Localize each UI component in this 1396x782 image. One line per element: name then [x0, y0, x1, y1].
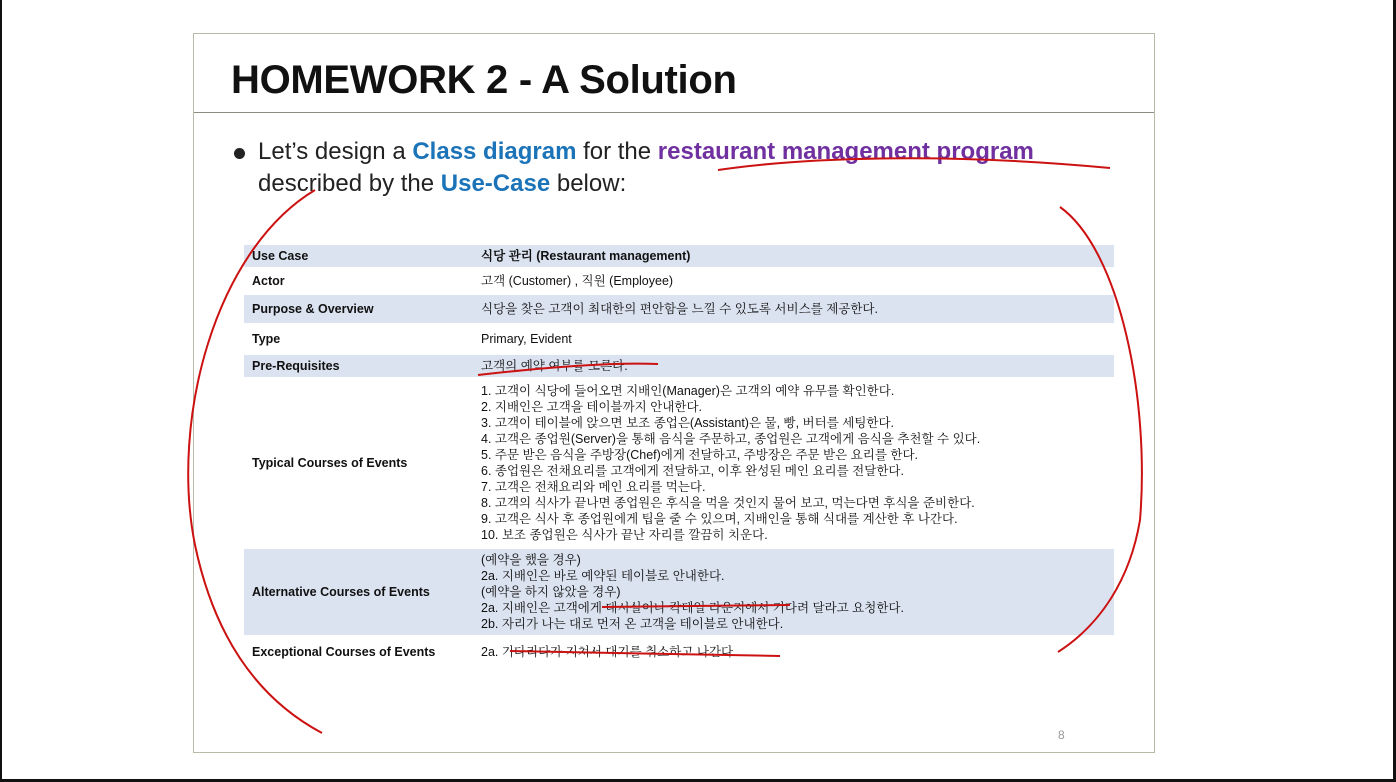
slide [193, 33, 1155, 753]
row-value: 2a. 기다리다가 지쳐서 대기를 취소하고 나간다. [481, 645, 737, 659]
list-item: 2b. 자리가 나는 대로 먼저 온 고객을 테이블로 안내한다. [481, 617, 784, 631]
bullet-part4: below: [550, 170, 627, 197]
typical-events-list [481, 383, 1106, 543]
row-value: 식당 관리 (Restaurant management) [473, 245, 1114, 267]
list-item: 2a. 지배인은 고객에게 대시실이나 칵테일 라운지에서 기다려 달라고 요청한다. [481, 601, 904, 615]
row-value: 식당을 찾은 고객이 최대한의 편안함을 느낄 수 있도록 서비스를 제공한다. [473, 295, 1114, 323]
list-item: 4. 고객은 종업원(Server)을 통해 음식을 주문하고, 종업원은 고객에게 음식을 추천할 수 있다. [481, 432, 981, 446]
title-divider [194, 112, 1154, 113]
row-value [473, 380, 1114, 546]
list-item: 8. 고객의 식사가 끝나면 종업원은 후식을 먹을 것인지 물어 보고, 먹는다면 후식을 준비한다. [481, 496, 975, 510]
page-number: 8 [1058, 728, 1065, 742]
list-item: 5. 주문 받은 음식을 주방장(Chef)에게 전달하고, 주방장은 주문 받은 요리를 한다. [481, 448, 919, 462]
bullet-part2: for the [576, 138, 658, 165]
row-value: 고객의 예약 여부를 모른다. [473, 355, 1114, 377]
list-item: 3. 고객이 테이블에 앉으면 보조 종업은(Assistant)은 물, 빵, 버터를 세팅한다. [481, 416, 895, 430]
use-case-table [244, 242, 1114, 669]
row-value: 고객 (Customer) , 직원 (Employee) [481, 274, 674, 288]
row-key: Use Case [244, 245, 473, 267]
row-key: Exceptional Courses of Events [252, 645, 436, 659]
row-key: Typical Courses of Events [252, 456, 408, 470]
table-row [244, 245, 1114, 267]
table-row [244, 270, 1114, 292]
bullet-part3: described by the [258, 170, 441, 197]
use-case-term: Use-Case [440, 170, 551, 197]
program-term: restaurant management program [657, 138, 1034, 165]
row-key: Pre-Requisites [244, 355, 473, 377]
bullet-text [258, 136, 1138, 200]
row-value: Primary, Evident [481, 332, 572, 346]
table-row [244, 638, 1114, 666]
alternative-events-list [481, 552, 1106, 632]
table-row [244, 355, 1114, 377]
table-row [244, 380, 1114, 546]
list-item: 1. 고객이 식당에 들어오면 지배인(Manager)은 고객의 예약 유무를 확인한다. [481, 384, 895, 398]
list-item: 10. 보조 종업원은 식사가 끝난 자리를 깔끔히 치운다. [481, 528, 768, 542]
list-item: 2. 지배인은 고객을 테이블까지 안내한다. [481, 400, 702, 414]
bullet-dot-icon [234, 148, 245, 159]
row-key: Alternative Courses of Events [244, 549, 473, 635]
list-item: 9. 고객은 식사 후 종업원에게 팁을 줄 수 있으며, 지배인을 통해 식대를 계산한 후 나간다. [481, 512, 958, 526]
list-item: 2a. 지배인은 바로 예약된 테이블로 안내한다. [481, 569, 725, 583]
list-item: (예약을 했을 경우) [481, 553, 581, 567]
table-row [244, 549, 1114, 635]
class-diagram-term: Class diagram [412, 138, 577, 165]
list-item: 7. 고객은 전채요리와 메인 요리를 먹는다. [481, 480, 706, 494]
row-key: Type [252, 332, 281, 346]
slide-title: HOMEWORK 2 - A Solution [231, 58, 737, 102]
list-item: (예약을 하지 않았을 경우) [481, 585, 621, 599]
table-row [244, 295, 1114, 323]
row-key: Purpose & Overview [244, 295, 473, 323]
table-row [244, 326, 1114, 352]
row-value [473, 549, 1114, 635]
list-item: 6. 종업원은 전채요리를 고객에게 전달하고, 이후 완성된 메인 요리를 전달한다. [481, 464, 904, 478]
row-key: Actor [252, 274, 285, 288]
bullet-part1: Let’s design a [258, 138, 413, 165]
